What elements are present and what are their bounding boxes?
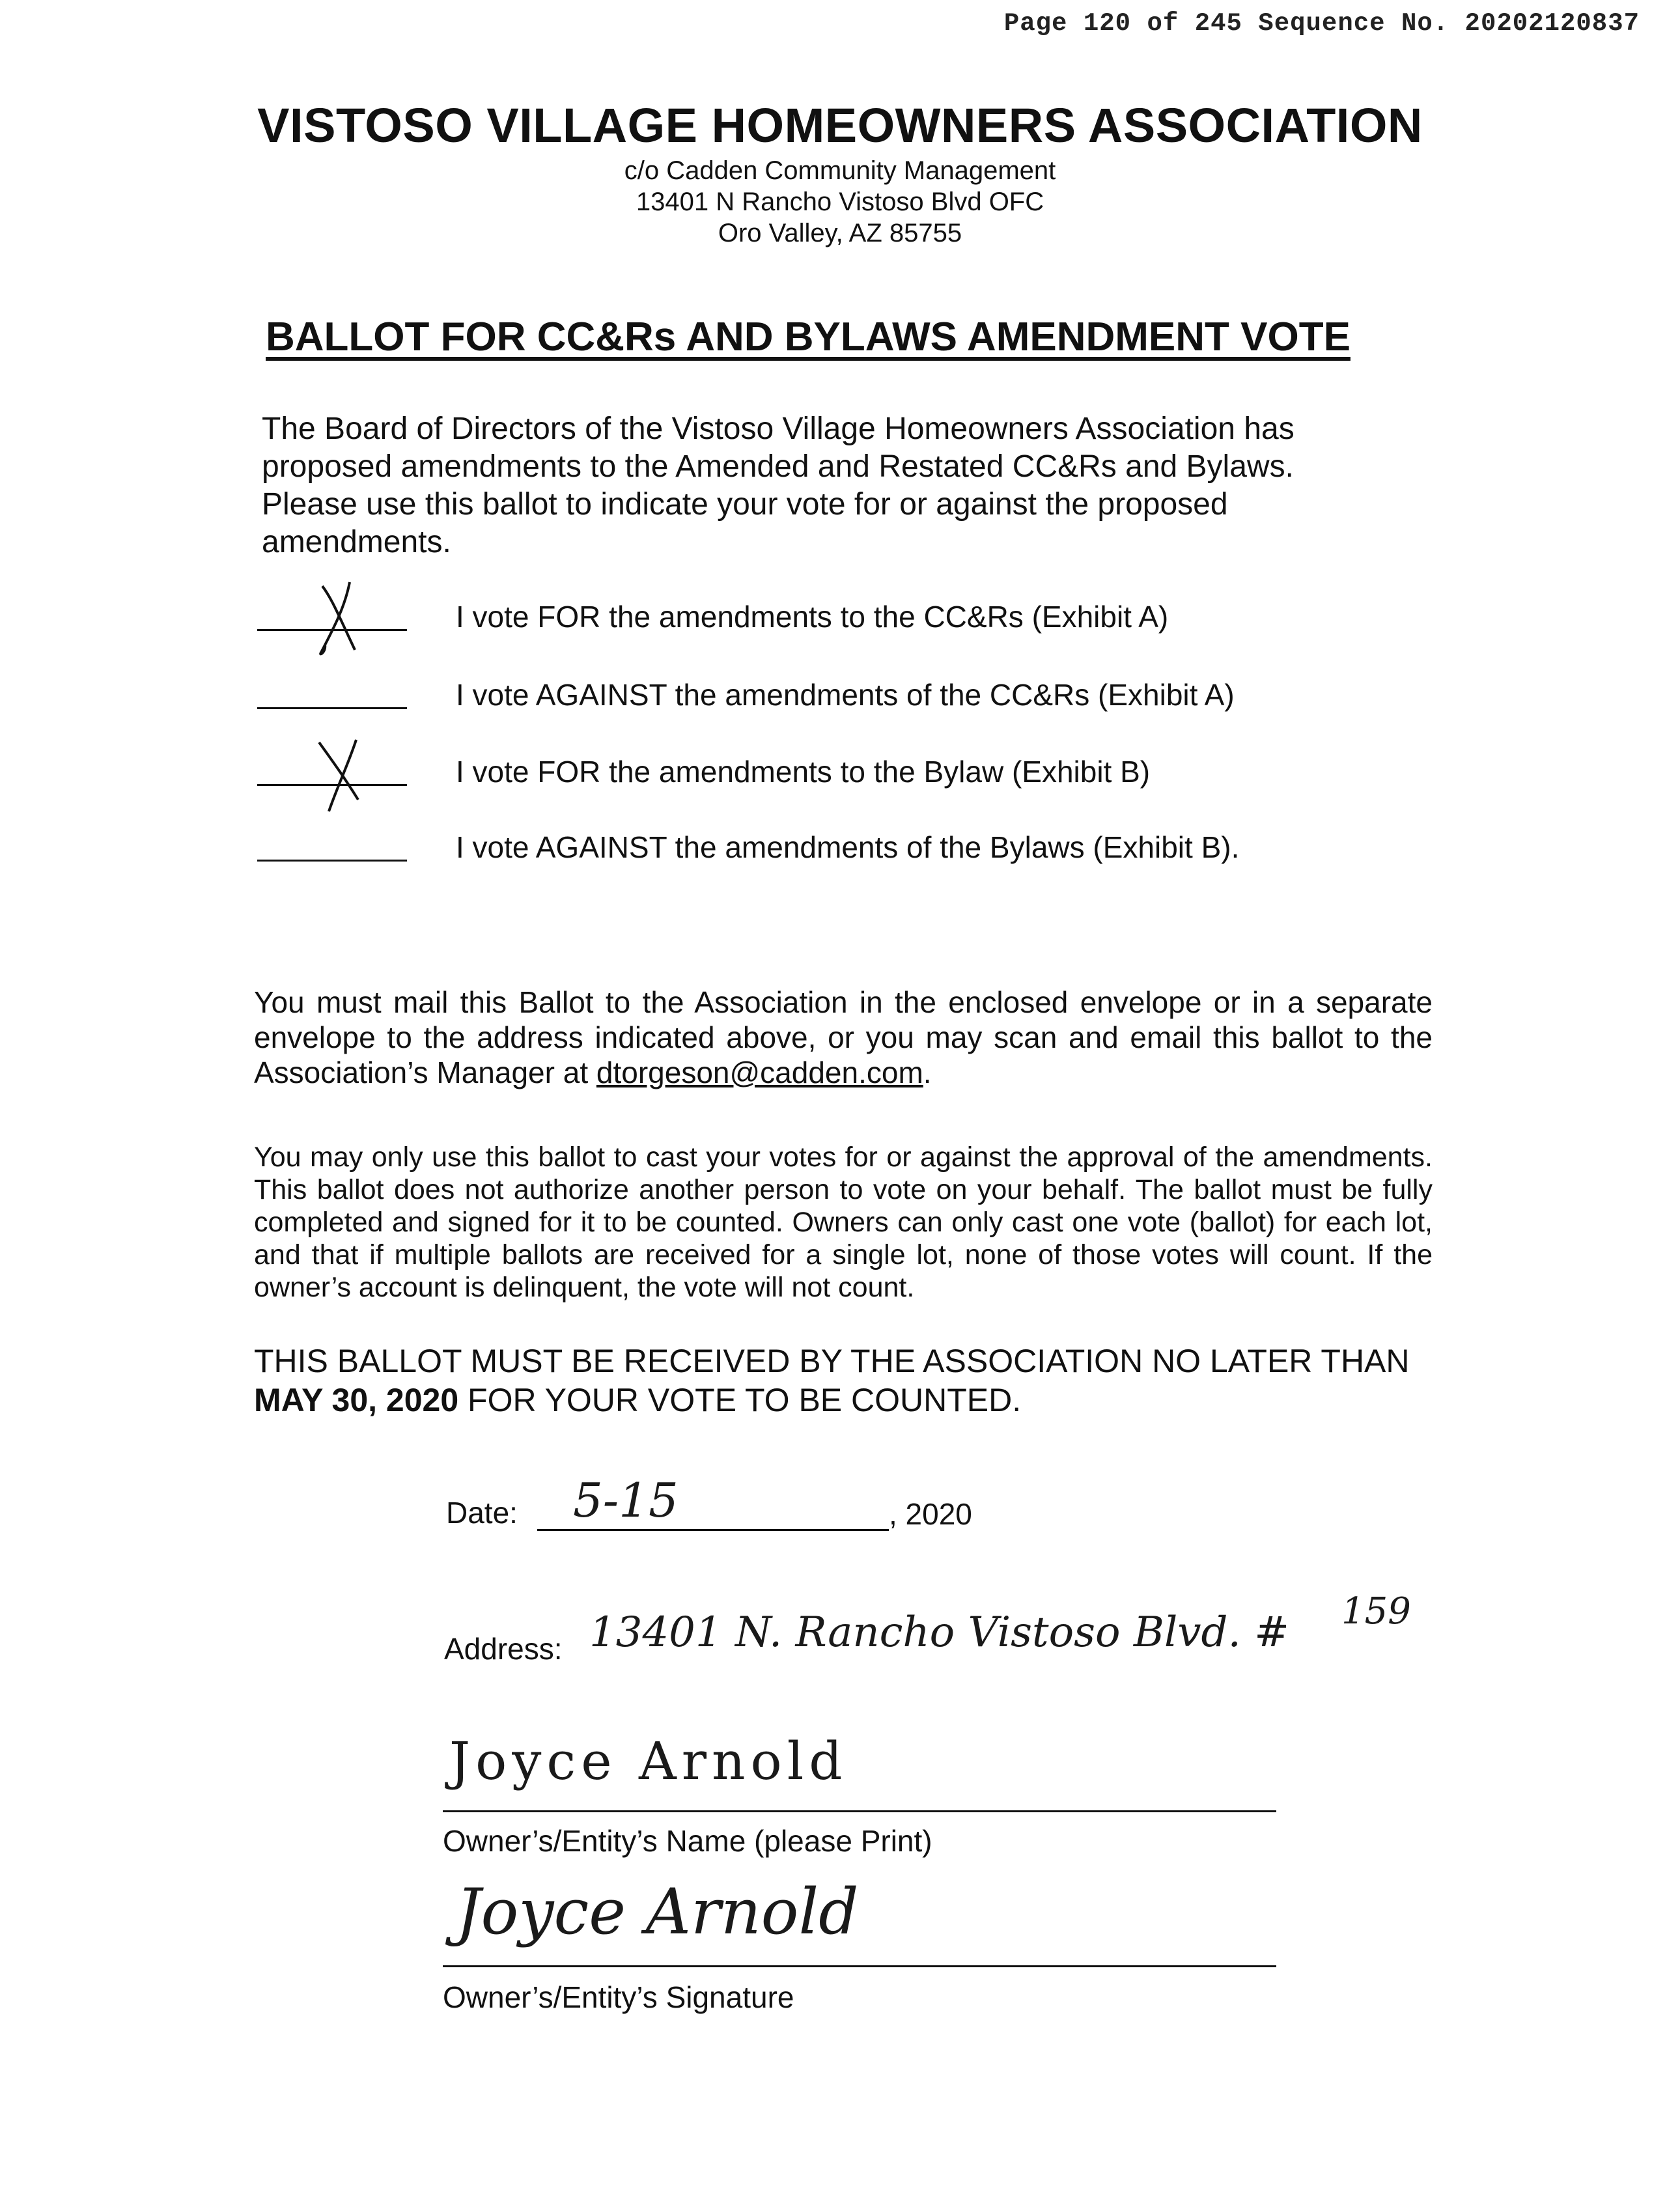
date-underline (537, 1529, 889, 1531)
page-sequence-stamp: Page 120 of 245 Sequence No. 20202120837 (1003, 9, 1640, 38)
manager-email-link[interactable]: dtorgeson@cadden.com (596, 1056, 923, 1089)
deadline-notice (254, 1341, 1459, 1420)
deadline-date: MAY 30, 2020 (254, 1382, 459, 1418)
vote-option-text: I vote AGAINST the amendments of the Bylaws (Exhibit B). (456, 830, 1240, 864)
association-name: VISTOSO VILLAGE HOMEOWNERS ASSOCIATION (257, 98, 1423, 152)
address-value-handwritten[interactable]: 13401 N. Rancho Vistoso Blvd. # (589, 1608, 1289, 1657)
address-label: Address: (444, 1632, 563, 1666)
signature-caption: Owner’s/Entity’s Signature (443, 1980, 794, 2014)
city-line: Oro Valley, AZ 85755 (718, 219, 962, 247)
vote-option-for-bylaws[interactable] (257, 748, 1429, 800)
intro-paragraph: The Board of Directors of the Vistoso Village Homeowners Association has proposed amendments to the Amended and Restated CC&Rs and Bylaws. Please use this ballot to indicate your vote for or against the proposed amendments. (262, 412, 1295, 559)
handwritten-x-mark (309, 580, 368, 658)
vote-blank-line (257, 707, 407, 709)
name-line (443, 1810, 1276, 1812)
deadline-rest: FOR YOUR VOTE TO BE COUNTED. (458, 1382, 1022, 1418)
handwritten-x-mark (309, 735, 368, 813)
date-label: Date: (446, 1496, 518, 1530)
vote-option-text: I vote AGAINST the amendments of the CC&Rs (Exhibit A) (456, 678, 1235, 712)
vote-option-against-bylaws[interactable] (257, 823, 1429, 875)
mail-instructions (254, 985, 1433, 1090)
signature-line (443, 1965, 1276, 1967)
deadline-line-1: THIS BALLOT MUST BE RECEIVED BY THE ASSOCIATION NO LATER THAN (254, 1343, 1410, 1379)
care-of-line: c/o Cadden Community Management (624, 156, 1056, 185)
date-year: , 2020 (889, 1497, 972, 1531)
mail-instructions-end: . (923, 1056, 932, 1089)
vote-blank-line (257, 860, 407, 862)
unit-number-handwritten: 159 (1341, 1590, 1411, 1633)
owner-signature-handwritten[interactable]: Joyce Arnold (456, 1875, 859, 1948)
vote-option-text: I vote FOR the amendments to the Bylaw (Exhibit B) (456, 755, 1151, 789)
vote-option-against-ccrs[interactable] (257, 671, 1429, 723)
name-caption: Owner’s/Entity’s Name (please Print) (443, 1824, 932, 1858)
mail-instructions-text: You must mail this Ballot to the Association in the enclosed envelope or in a separate envelope to the address indicated above, or you may scan and email this ballot to the Association’s Manager at (254, 985, 1433, 1089)
vote-option-for-ccrs[interactable] (257, 593, 1429, 645)
vote-option-text: I vote FOR the amendments to the CC&Rs (Exhibit A) (456, 600, 1169, 634)
voting-rules-paragraph: You may only use this ballot to cast your votes for or against the approval of the amendments. This ballot does not authorize another person to vote on your behalf. The ballot must be fully completed and signed for it to be counted. Owners can only cast one vote (ballot) for each lot, and that if multiple ballots are received for a single lot, none of those votes will count. If the owner’s account is delinquent, the vote will not count. (254, 1142, 1433, 1303)
street-line: 13401 N Rancho Vistoso Blvd OFC (636, 188, 1044, 216)
owner-name-handwritten[interactable]: Joyce Arnold (449, 1731, 848, 1791)
ballot-title: BALLOT FOR CC&Rs AND BYLAWS AMENDMENT VOTE (266, 315, 1351, 359)
date-value-handwritten[interactable]: 5-15 (573, 1473, 679, 1528)
deadline-line-2 (254, 1381, 1459, 1420)
